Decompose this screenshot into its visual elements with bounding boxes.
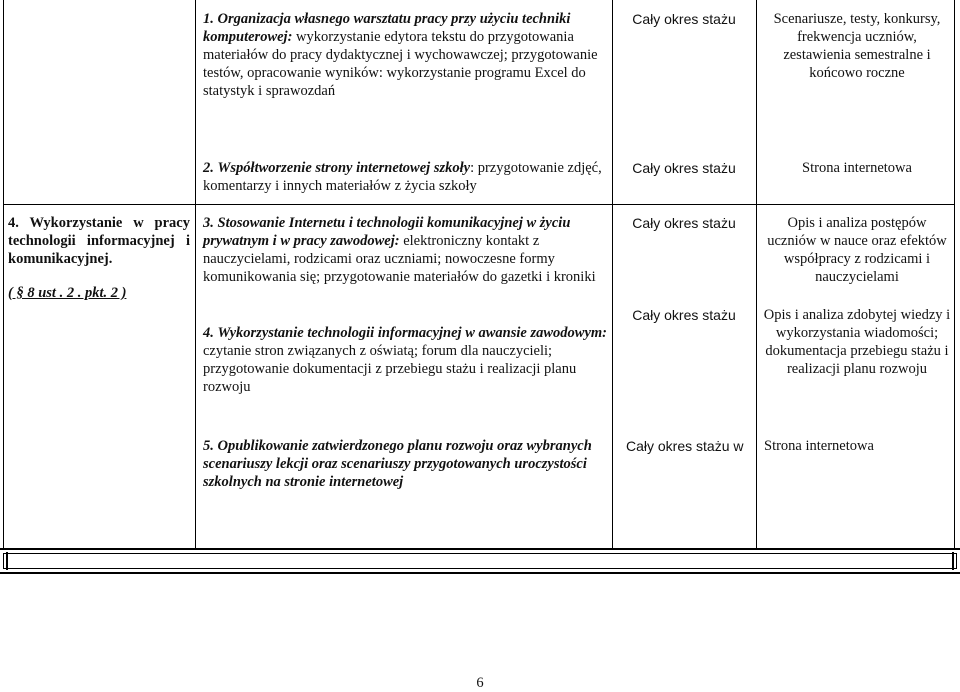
requirement-title: 4. Wykorzystanie w pracy technologii informacyjnej i komunikacyjnej. [8, 215, 190, 267]
task-5 [203, 437, 607, 491]
task-3-evidence: Opis i analiza postępów uczniów w nauce oraz efektów współpracy z rodzicami i nauczycielami [767, 215, 947, 285]
task-4-desc: czytanie stron związanych z oświatą; forum dla nauczycieli; przygotowanie dokumentacji z przebiegu stażu i realizacji planu rozwoju [203, 343, 577, 395]
requirement-ref: ( § 8 ust . 2 . pkt. 2 ) [8, 285, 127, 301]
task-2 [203, 159, 607, 195]
task-4-time: Cały okres stażu [632, 307, 736, 323]
page-number: 6 [476, 675, 484, 691]
table-border-left [3, 0, 4, 548]
task-2-evidence: Strona internetowa [802, 160, 912, 176]
task-1 [203, 10, 607, 100]
empty-row-inner [3, 553, 957, 569]
task-2-num: 2. [203, 160, 214, 176]
task-3-desc: elektroniczny kontakt z nauczycielami, rodzicami oraz uczniami; nowoczesne formy komunikowania się; przygotowanie materiałów do gazetki i kroniki [203, 233, 596, 285]
task-1-title: Organizacja własnego warsztatu pracy przy użyciu techniki komputerowej: [203, 11, 571, 45]
empty-row-right-edge [952, 552, 954, 570]
col-divider-2 [612, 0, 613, 548]
task-3-num: 3. [203, 215, 214, 231]
table-border-right [954, 0, 955, 548]
task-5-title: Opublikowanie zatwierdzonego planu rozwoju oraz wybranych scenariuszy lekcji oraz scenariuszy przygotowanych uroczystości szkolnych na stronie internetowej [203, 438, 592, 490]
task-1-num: 1. [203, 11, 214, 27]
task-1-time: Cały okres stażu [632, 11, 736, 27]
row-divider [3, 204, 955, 205]
empty-row-left-edge [6, 552, 8, 570]
task-2-desc: : przygotowanie zdjęć, komentarzy i innych materiałów z życia szkoły [203, 160, 602, 194]
task-3 [203, 214, 607, 286]
task-1-evidence: Scenariusze, testy, konkursy, frekwencja uczniów, zestawienia semestralne i końcowo roczne [773, 11, 941, 81]
task-4-evidence: Opis i analiza zdobytej wiedzy i wykorzystania wiadomości; dokumentacja przebiegu stażu i realizacji planu rozwoju [763, 307, 951, 377]
requirement [8, 214, 190, 302]
task-2-time: Cały okres stażu [632, 160, 736, 176]
task-3-time: Cały okres stażu [632, 215, 736, 231]
col-divider-1 [195, 0, 196, 548]
task-1-desc: wykorzystanie edytora tekstu do przygotowania materiałów do pracy dydaktycznej i wychowawczej; przygotowanie testów, opracowanie wyników: wykorzystanie programu Excel do statystyk i sprawozdań [203, 29, 598, 99]
task-3-title: Stosowanie Internetu i technologii komunikacyjnej w życiu prywatnym i w pracy zawodowej: [203, 215, 571, 249]
empty-row-frame [0, 548, 960, 574]
task-2-title: Współtworzenie strony internetowej szkoły [217, 160, 471, 176]
task-4 [203, 324, 607, 396]
col-divider-3 [756, 0, 757, 548]
task-5-num: 5. [203, 438, 214, 454]
task-4-num: 4. [203, 325, 214, 341]
task-5-time: Cały okres stażu w [626, 438, 744, 454]
task-4-title: Wykorzystanie technologii informacyjnej w awansie zawodowym: [217, 325, 608, 341]
task-5-evidence: Strona internetowa [764, 438, 874, 454]
